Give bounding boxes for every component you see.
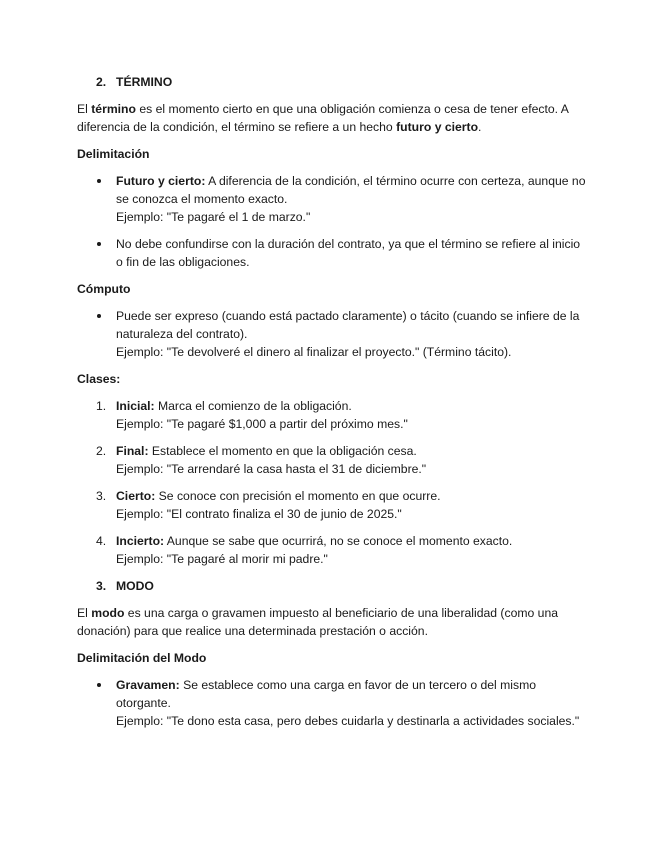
intro-bold-term: futuro y cierto [396,120,479,134]
modo-intro-paragraph [77,604,587,640]
intro-text: . [478,120,482,134]
item-text: Se conoce con precisión el momento en que ocurre. [155,489,441,503]
subheading-clases: Clases: [77,372,121,386]
computo-list [77,307,587,361]
section-number: 2. [96,75,107,89]
item-number: 2. [96,444,107,458]
item-text: Marca el comienzo de la obligación. [154,399,352,413]
item-number: 3. [96,489,107,503]
section-title: TÉRMINO [116,75,173,89]
subheading-delimitacion-modo: Delimitación del Modo [77,651,207,665]
list-item-example: Ejemplo: "Te pagaré $1,000 a partir del próximo mes." [116,417,408,431]
intro-bold-term: término [91,102,136,116]
item-label: Futuro y cierto: [116,174,206,188]
section-heading-termino [96,73,587,91]
list-item [77,676,587,730]
section-heading-modo [96,577,587,595]
bullet-icon [97,683,101,687]
list-item-example: Ejemplo: "Te dono esta casa, pero debes cuidarla y destinarla a actividades sociales." [116,714,580,728]
list-item-text [116,676,587,712]
list-item-example: Ejemplo: "Te pagaré el 1 de marzo." [116,210,311,224]
item-label: Inicial: [116,399,155,413]
termino-intro-paragraph [77,100,587,136]
intro-text: El [77,102,92,116]
list-item-text: No debe confundirse con la duración del contrato, ya que el término se refiere al inicio o fin de las obligaciones. [116,237,581,269]
list-item-text: Puede ser expreso (cuando está pactado claramente) o tácito (cuando se infiere de la naturaleza del contrato). [116,309,580,341]
delimitacion-modo-list [77,676,587,730]
list-item [77,172,587,226]
bullet-icon [97,314,101,318]
item-label: Cierto: [116,489,156,503]
subheading-delimitacion: Delimitación [77,147,150,161]
list-item [77,235,587,271]
item-number: 1. [96,399,107,413]
list-item-example: Ejemplo: "Te pagaré al morir mi padre." [116,552,328,566]
item-text: Aunque se sabe que ocurrirá, no se conoce el momento exacto. [164,534,513,548]
intro-text: El [77,606,92,620]
item-text: Establece el momento en que la obligación cesa. [148,444,417,458]
item-number: 4. [96,534,107,548]
list-item [77,442,587,478]
list-item-text [116,487,587,505]
intro-text: es una carga o gravamen impuesto al beneficiario de una liberalidad (como una donación) para que realice una determinada prestación o acción. [77,606,559,638]
item-label: Final: [116,444,149,458]
item-text: A diferencia de la condición, el término ocurre con certeza, aunque no se conozca el momento exacto. [116,174,586,206]
item-text: Se establece como una carga en favor de un tercero o del mismo otorgante. [116,678,537,710]
list-item-example: Ejemplo: "El contrato finaliza el 30 de junio de 2025." [116,507,402,521]
section-number: 3. [96,579,107,593]
section-title: MODO [116,579,154,593]
intro-text: es el momento cierto en que una obligación comienza o cesa de tener efecto. A diferencia de la condición, el término se refiere a un hecho [77,102,569,134]
list-item-example: Ejemplo: "Te arrendaré la casa hasta el 31 de diciembre." [116,462,427,476]
list-item-text [116,442,587,460]
list-item [77,307,587,361]
document-page [77,73,587,739]
intro-bold-term: modo [91,606,125,620]
item-label: Incierto: [116,534,165,548]
list-item-example: Ejemplo: "Te devolveré el dinero al finalizar el proyecto." (Término tácito). [116,345,512,359]
subheading-computo: Cómputo [77,282,131,296]
list-item-text [116,532,587,550]
bullet-icon [97,242,101,246]
list-item-text [116,397,587,415]
list-item-text [116,172,587,208]
clases-list [77,397,587,568]
bullet-icon [97,179,101,183]
item-label: Gravamen: [116,678,180,692]
list-item [77,487,587,523]
list-item [77,532,587,568]
list-item [77,397,587,433]
delimitacion-list [77,172,587,271]
